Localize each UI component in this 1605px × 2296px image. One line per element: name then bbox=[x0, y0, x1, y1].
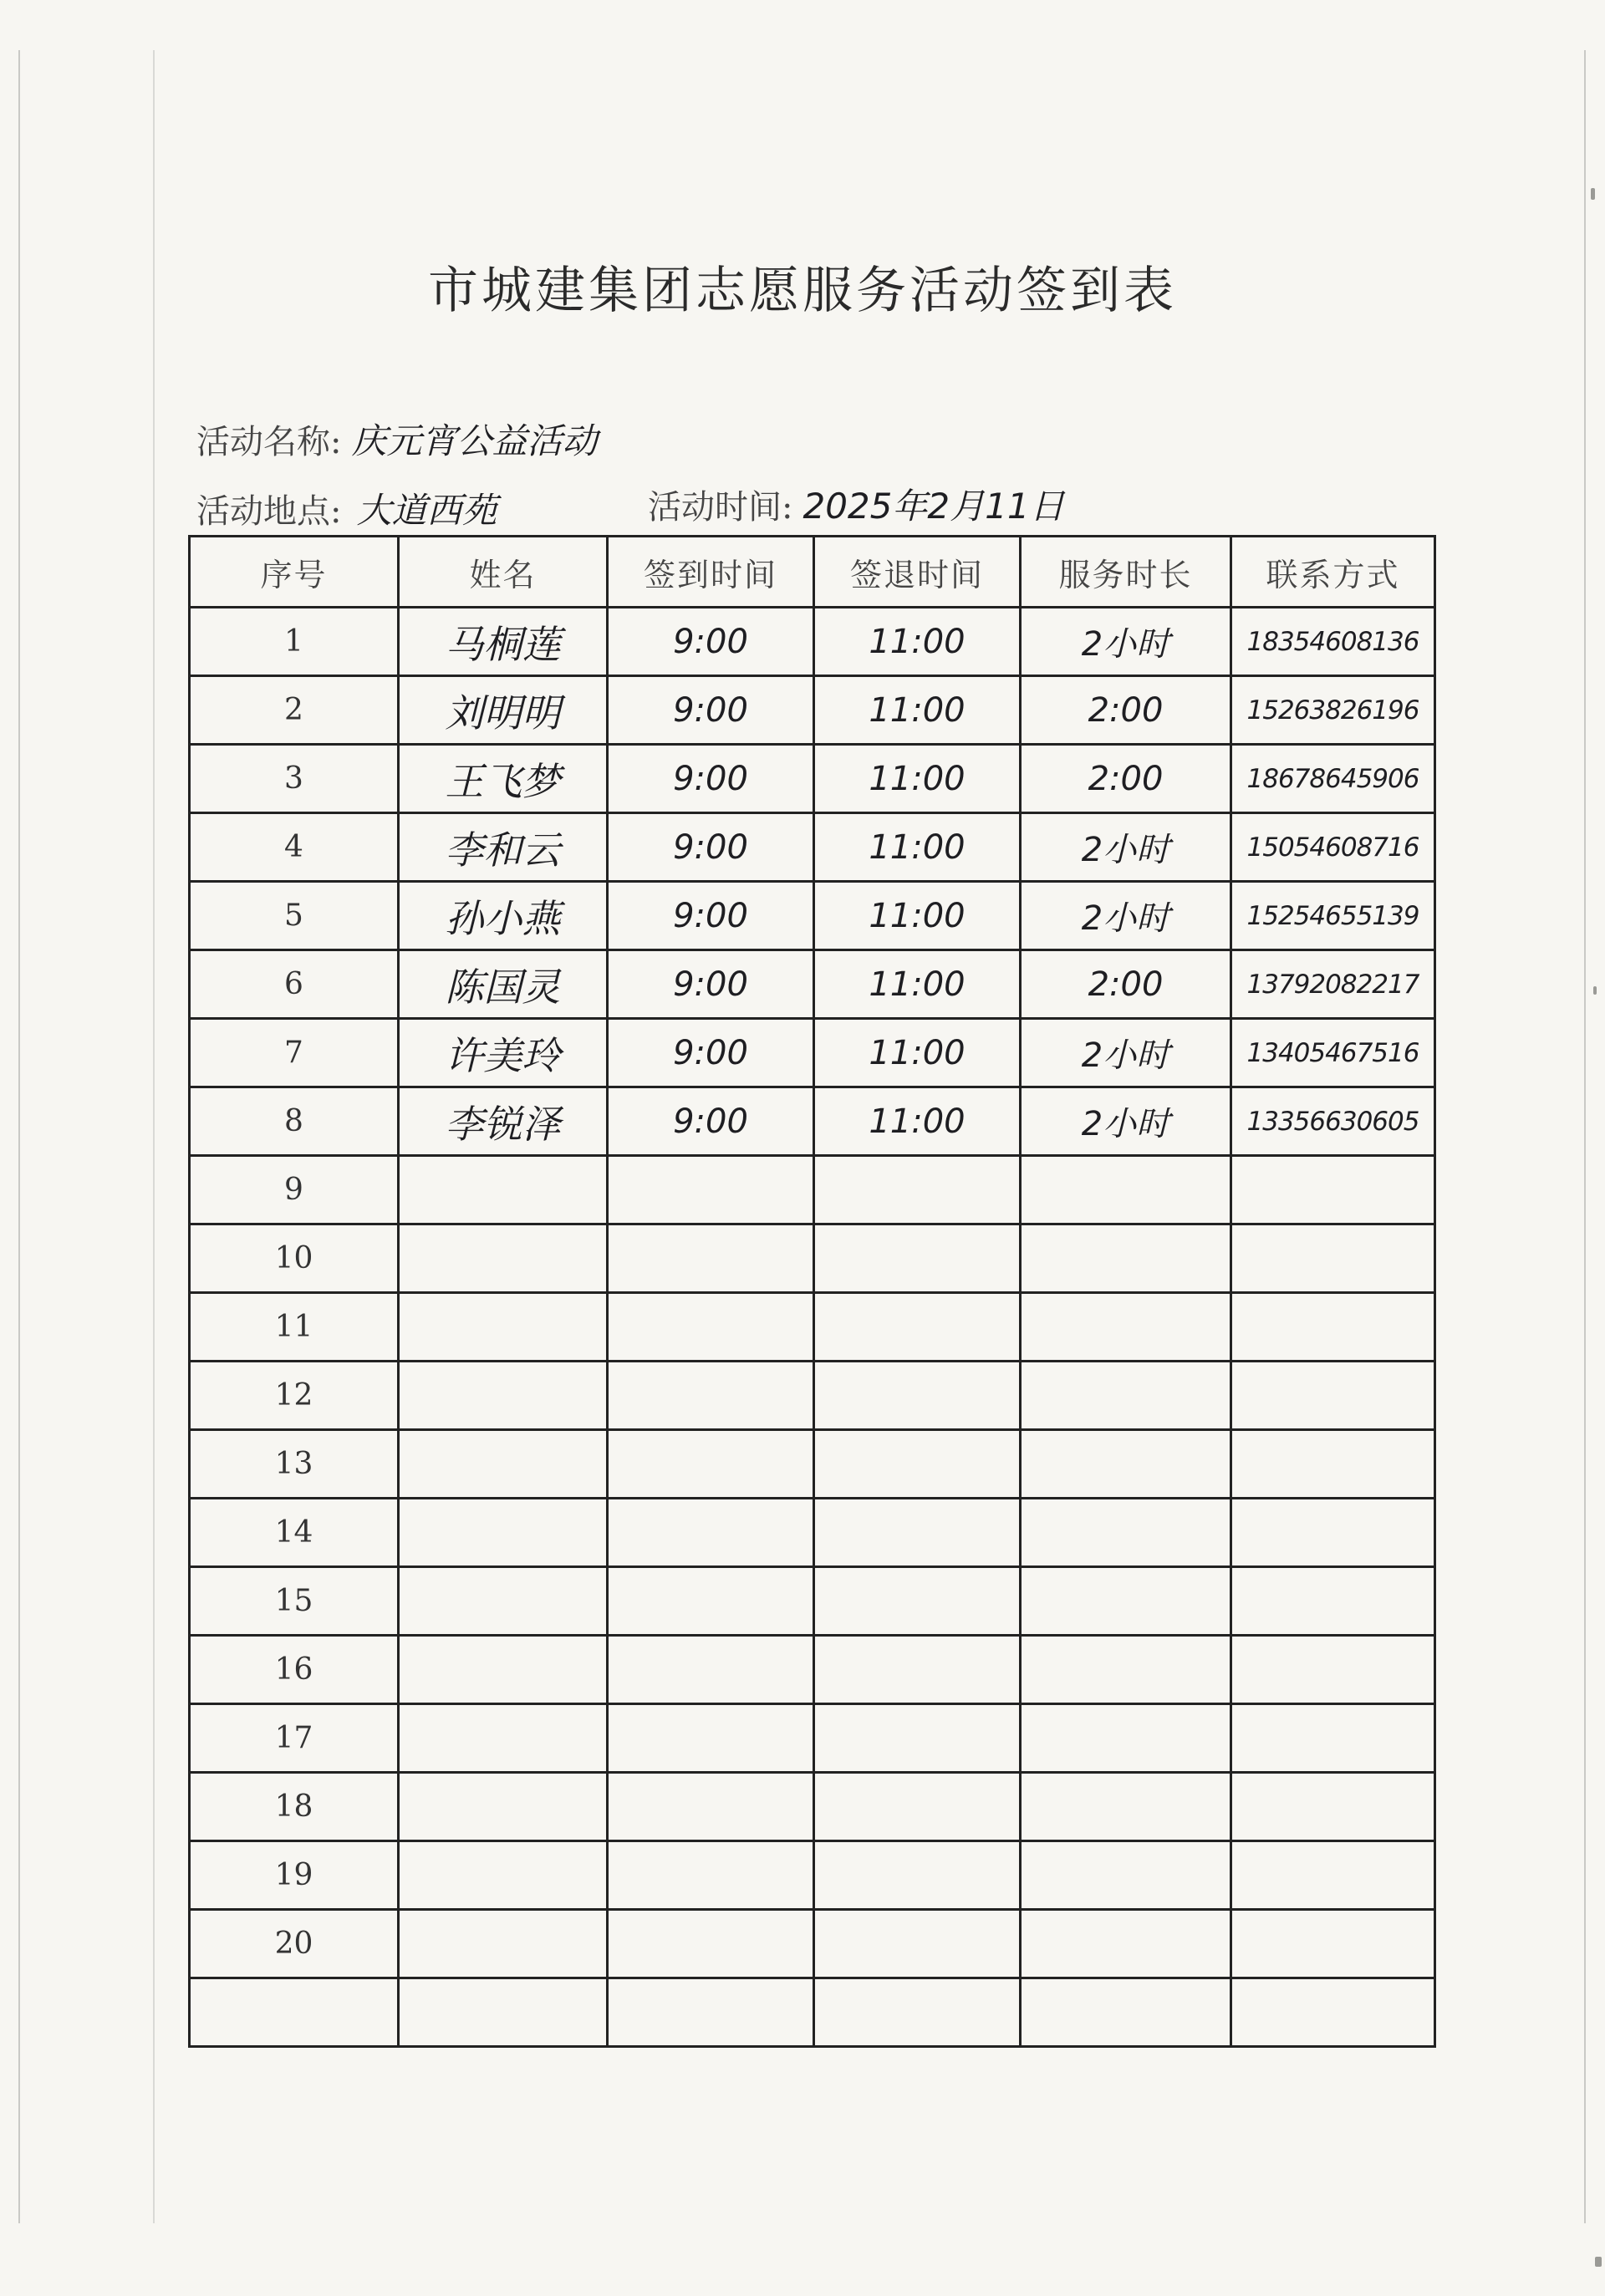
header-sign-in-time: 签到时间 bbox=[608, 537, 814, 608]
binding-line-left bbox=[18, 50, 20, 2223]
table-row bbox=[190, 1430, 1435, 1499]
activity-place-row bbox=[196, 483, 502, 537]
activity-time-value: 2025年2月11日 bbox=[802, 486, 1065, 527]
cell-name: 马桐莲 bbox=[399, 608, 608, 676]
cell-contact bbox=[1231, 1841, 1435, 1910]
table-row bbox=[190, 1636, 1435, 1704]
scan-speck bbox=[1595, 2257, 1602, 2267]
cell-service-duration: 2:00 bbox=[1021, 950, 1231, 1019]
cell-serial: 16 bbox=[190, 1636, 399, 1704]
cell-contact bbox=[1231, 1430, 1435, 1499]
cell-name bbox=[399, 1430, 608, 1499]
cell-contact: 18354608136 bbox=[1231, 608, 1435, 676]
cell-contact bbox=[1231, 1224, 1435, 1293]
cell-serial: 18 bbox=[190, 1773, 399, 1841]
cell-service-duration bbox=[1021, 1430, 1231, 1499]
cell-serial: 10 bbox=[190, 1224, 399, 1293]
table-row bbox=[190, 1156, 1435, 1224]
table-row bbox=[190, 1704, 1435, 1773]
cell-sign-out-time bbox=[814, 1773, 1021, 1841]
cell-sign-out-time bbox=[814, 1978, 1021, 2047]
binding-line-right bbox=[1584, 50, 1586, 2223]
cell-contact bbox=[1231, 1773, 1435, 1841]
table-row bbox=[190, 1293, 1435, 1362]
cell-service-duration: 2小时 bbox=[1021, 813, 1231, 882]
table-row bbox=[190, 1978, 1435, 2047]
cell-sign-out-time: 11:00 bbox=[814, 813, 1021, 882]
cell-sign-in-time bbox=[608, 1224, 814, 1293]
cell-contact bbox=[1231, 1567, 1435, 1636]
cell-service-duration bbox=[1021, 1224, 1231, 1293]
cell-name bbox=[399, 1910, 608, 1978]
page-title: 市城建集团志愿服务活动签到表 bbox=[428, 262, 1177, 320]
cell-serial: 19 bbox=[190, 1841, 399, 1910]
table-row bbox=[190, 1841, 1435, 1910]
table-row bbox=[190, 1224, 1435, 1293]
activity-time-row bbox=[648, 479, 1065, 529]
cell-serial: 5 bbox=[190, 882, 399, 950]
cell-name bbox=[399, 1224, 608, 1293]
table-row bbox=[190, 745, 1435, 813]
cell-sign-in-time: 9:00 bbox=[608, 1087, 814, 1156]
cell-sign-out-time bbox=[814, 1567, 1021, 1636]
cell-sign-in-time: 9:00 bbox=[608, 882, 814, 950]
activity-place-value: 大道西苑 bbox=[351, 483, 502, 537]
header-contact: 联系方式 bbox=[1231, 537, 1435, 608]
cell-sign-out-time bbox=[814, 1499, 1021, 1567]
cell-service-duration bbox=[1021, 1362, 1231, 1430]
cell-serial: 6 bbox=[190, 950, 399, 1019]
cell-name: 刘明明 bbox=[399, 676, 608, 745]
cell-name bbox=[399, 1156, 608, 1224]
cell-contact: 15054608716 bbox=[1231, 813, 1435, 882]
cell-serial: 11 bbox=[190, 1293, 399, 1362]
cell-service-duration bbox=[1021, 1567, 1231, 1636]
table-body bbox=[190, 608, 1435, 2047]
cell-name: 王飞梦 bbox=[399, 745, 608, 813]
cell-name bbox=[399, 1293, 608, 1362]
cell-sign-out-time: 11:00 bbox=[814, 882, 1021, 950]
cell-contact: 13356630605 bbox=[1231, 1087, 1435, 1156]
cell-sign-in-time: 9:00 bbox=[608, 1019, 814, 1087]
cell-sign-out-time: 11:00 bbox=[814, 745, 1021, 813]
sign-in-table bbox=[188, 535, 1436, 2048]
cell-serial: 3 bbox=[190, 745, 399, 813]
cell-name bbox=[399, 1773, 608, 1841]
cell-contact: 13405467516 bbox=[1231, 1019, 1435, 1087]
cell-service-duration bbox=[1021, 1841, 1231, 1910]
cell-name bbox=[399, 1704, 608, 1773]
table-row bbox=[190, 1499, 1435, 1567]
cell-sign-out-time: 11:00 bbox=[814, 676, 1021, 745]
cell-serial: 17 bbox=[190, 1704, 399, 1773]
table-row bbox=[190, 882, 1435, 950]
cell-sign-in-time: 9:00 bbox=[608, 608, 814, 676]
cell-sign-out-time: 11:00 bbox=[814, 1087, 1021, 1156]
cell-sign-in-time bbox=[608, 1704, 814, 1773]
table-row bbox=[190, 1773, 1435, 1841]
cell-name bbox=[399, 1978, 608, 2047]
margin-line-left bbox=[153, 50, 155, 2223]
cell-sign-in-time bbox=[608, 1293, 814, 1362]
cell-contact: 13792082217 bbox=[1231, 950, 1435, 1019]
cell-service-duration bbox=[1021, 1156, 1231, 1224]
activity-name-value: 庆元宵公益活动 bbox=[351, 420, 598, 461]
cell-sign-out-time bbox=[814, 1704, 1021, 1773]
table-row bbox=[190, 950, 1435, 1019]
cell-service-duration bbox=[1021, 1978, 1231, 2047]
cell-serial: 1 bbox=[190, 608, 399, 676]
cell-sign-out-time bbox=[814, 1293, 1021, 1362]
cell-contact: 15254655139 bbox=[1231, 882, 1435, 950]
table-row bbox=[190, 813, 1435, 882]
cell-sign-in-time bbox=[608, 1841, 814, 1910]
cell-sign-in-time bbox=[608, 1773, 814, 1841]
cell-name bbox=[399, 1499, 608, 1567]
cell-service-duration bbox=[1021, 1773, 1231, 1841]
cell-name: 孙小燕 bbox=[399, 882, 608, 950]
cell-sign-out-time: 11:00 bbox=[814, 950, 1021, 1019]
cell-contact bbox=[1231, 1978, 1435, 2047]
cell-sign-in-time bbox=[608, 1156, 814, 1224]
table-row bbox=[190, 1910, 1435, 1978]
cell-sign-out-time: 11:00 bbox=[814, 608, 1021, 676]
cell-sign-out-time bbox=[814, 1910, 1021, 1978]
cell-contact bbox=[1231, 1910, 1435, 1978]
cell-name bbox=[399, 1636, 608, 1704]
cell-sign-in-time bbox=[608, 1362, 814, 1430]
cell-serial: 13 bbox=[190, 1430, 399, 1499]
cell-contact bbox=[1231, 1499, 1435, 1567]
cell-contact bbox=[1231, 1156, 1435, 1224]
cell-contact bbox=[1231, 1362, 1435, 1430]
cell-serial: 2 bbox=[190, 676, 399, 745]
header-service-duration: 服务时长 bbox=[1021, 537, 1231, 608]
cell-serial: 9 bbox=[190, 1156, 399, 1224]
table-row bbox=[190, 1019, 1435, 1087]
table-row bbox=[190, 1567, 1435, 1636]
cell-serial: 7 bbox=[190, 1019, 399, 1087]
cell-sign-out-time bbox=[814, 1430, 1021, 1499]
header-sign-out-time: 签退时间 bbox=[814, 537, 1021, 608]
cell-sign-out-time bbox=[814, 1156, 1021, 1224]
cell-serial: 4 bbox=[190, 813, 399, 882]
cell-name: 许美玲 bbox=[399, 1019, 608, 1087]
cell-name: 李锐泽 bbox=[399, 1087, 608, 1156]
cell-sign-out-time bbox=[814, 1224, 1021, 1293]
table-row bbox=[190, 676, 1435, 745]
cell-sign-in-time: 9:00 bbox=[608, 950, 814, 1019]
cell-sign-in-time bbox=[608, 1499, 814, 1567]
table-row bbox=[190, 1087, 1435, 1156]
cell-sign-out-time bbox=[814, 1636, 1021, 1704]
cell-service-duration: 2小时 bbox=[1021, 608, 1231, 676]
cell-service-duration bbox=[1021, 1499, 1231, 1567]
table-header-row bbox=[190, 537, 1435, 608]
cell-serial: 15 bbox=[190, 1567, 399, 1636]
cell-service-duration: 2小时 bbox=[1021, 882, 1231, 950]
cell-service-duration bbox=[1021, 1636, 1231, 1704]
activity-place-label: 活动地点: bbox=[196, 492, 342, 531]
cell-serial: 14 bbox=[190, 1499, 399, 1567]
cell-serial bbox=[190, 1978, 399, 2047]
cell-name bbox=[399, 1841, 608, 1910]
cell-contact: 15263826196 bbox=[1231, 676, 1435, 745]
cell-name bbox=[399, 1362, 608, 1430]
table-row bbox=[190, 1362, 1435, 1430]
header-name: 姓名 bbox=[399, 537, 608, 608]
activity-time-label: 活动时间: bbox=[648, 488, 793, 527]
cell-sign-in-time: 9:00 bbox=[608, 676, 814, 745]
cell-name: 李和云 bbox=[399, 813, 608, 882]
activity-name-label: 活动名称: bbox=[196, 423, 342, 461]
table-row bbox=[190, 608, 1435, 676]
header-serial: 序号 bbox=[190, 537, 399, 608]
cell-contact bbox=[1231, 1704, 1435, 1773]
cell-serial: 12 bbox=[190, 1362, 399, 1430]
activity-name-row bbox=[196, 414, 598, 464]
cell-name bbox=[399, 1567, 608, 1636]
cell-service-duration bbox=[1021, 1293, 1231, 1362]
cell-sign-out-time bbox=[814, 1841, 1021, 1910]
cell-sign-in-time bbox=[608, 1430, 814, 1499]
cell-sign-in-time bbox=[608, 1567, 814, 1636]
cell-service-duration: 2:00 bbox=[1021, 745, 1231, 813]
cell-service-duration bbox=[1021, 1910, 1231, 1978]
cell-contact bbox=[1231, 1636, 1435, 1704]
cell-sign-in-time bbox=[608, 1910, 814, 1978]
cell-sign-out-time bbox=[814, 1362, 1021, 1430]
cell-serial: 8 bbox=[190, 1087, 399, 1156]
cell-sign-out-time: 11:00 bbox=[814, 1019, 1021, 1087]
cell-name: 陈国灵 bbox=[399, 950, 608, 1019]
cell-sign-in-time: 9:00 bbox=[608, 813, 814, 882]
cell-contact: 18678645906 bbox=[1231, 745, 1435, 813]
cell-sign-in-time bbox=[608, 1636, 814, 1704]
scan-speck bbox=[1593, 986, 1597, 995]
scan-speck bbox=[1591, 188, 1595, 200]
cell-service-duration: 2小时 bbox=[1021, 1087, 1231, 1156]
cell-sign-in-time: 9:00 bbox=[608, 745, 814, 813]
cell-service-duration: 2小时 bbox=[1021, 1019, 1231, 1087]
cell-sign-in-time bbox=[608, 1978, 814, 2047]
cell-contact bbox=[1231, 1293, 1435, 1362]
cell-service-duration: 2:00 bbox=[1021, 676, 1231, 745]
cell-service-duration bbox=[1021, 1704, 1231, 1773]
cell-serial: 20 bbox=[190, 1910, 399, 1978]
